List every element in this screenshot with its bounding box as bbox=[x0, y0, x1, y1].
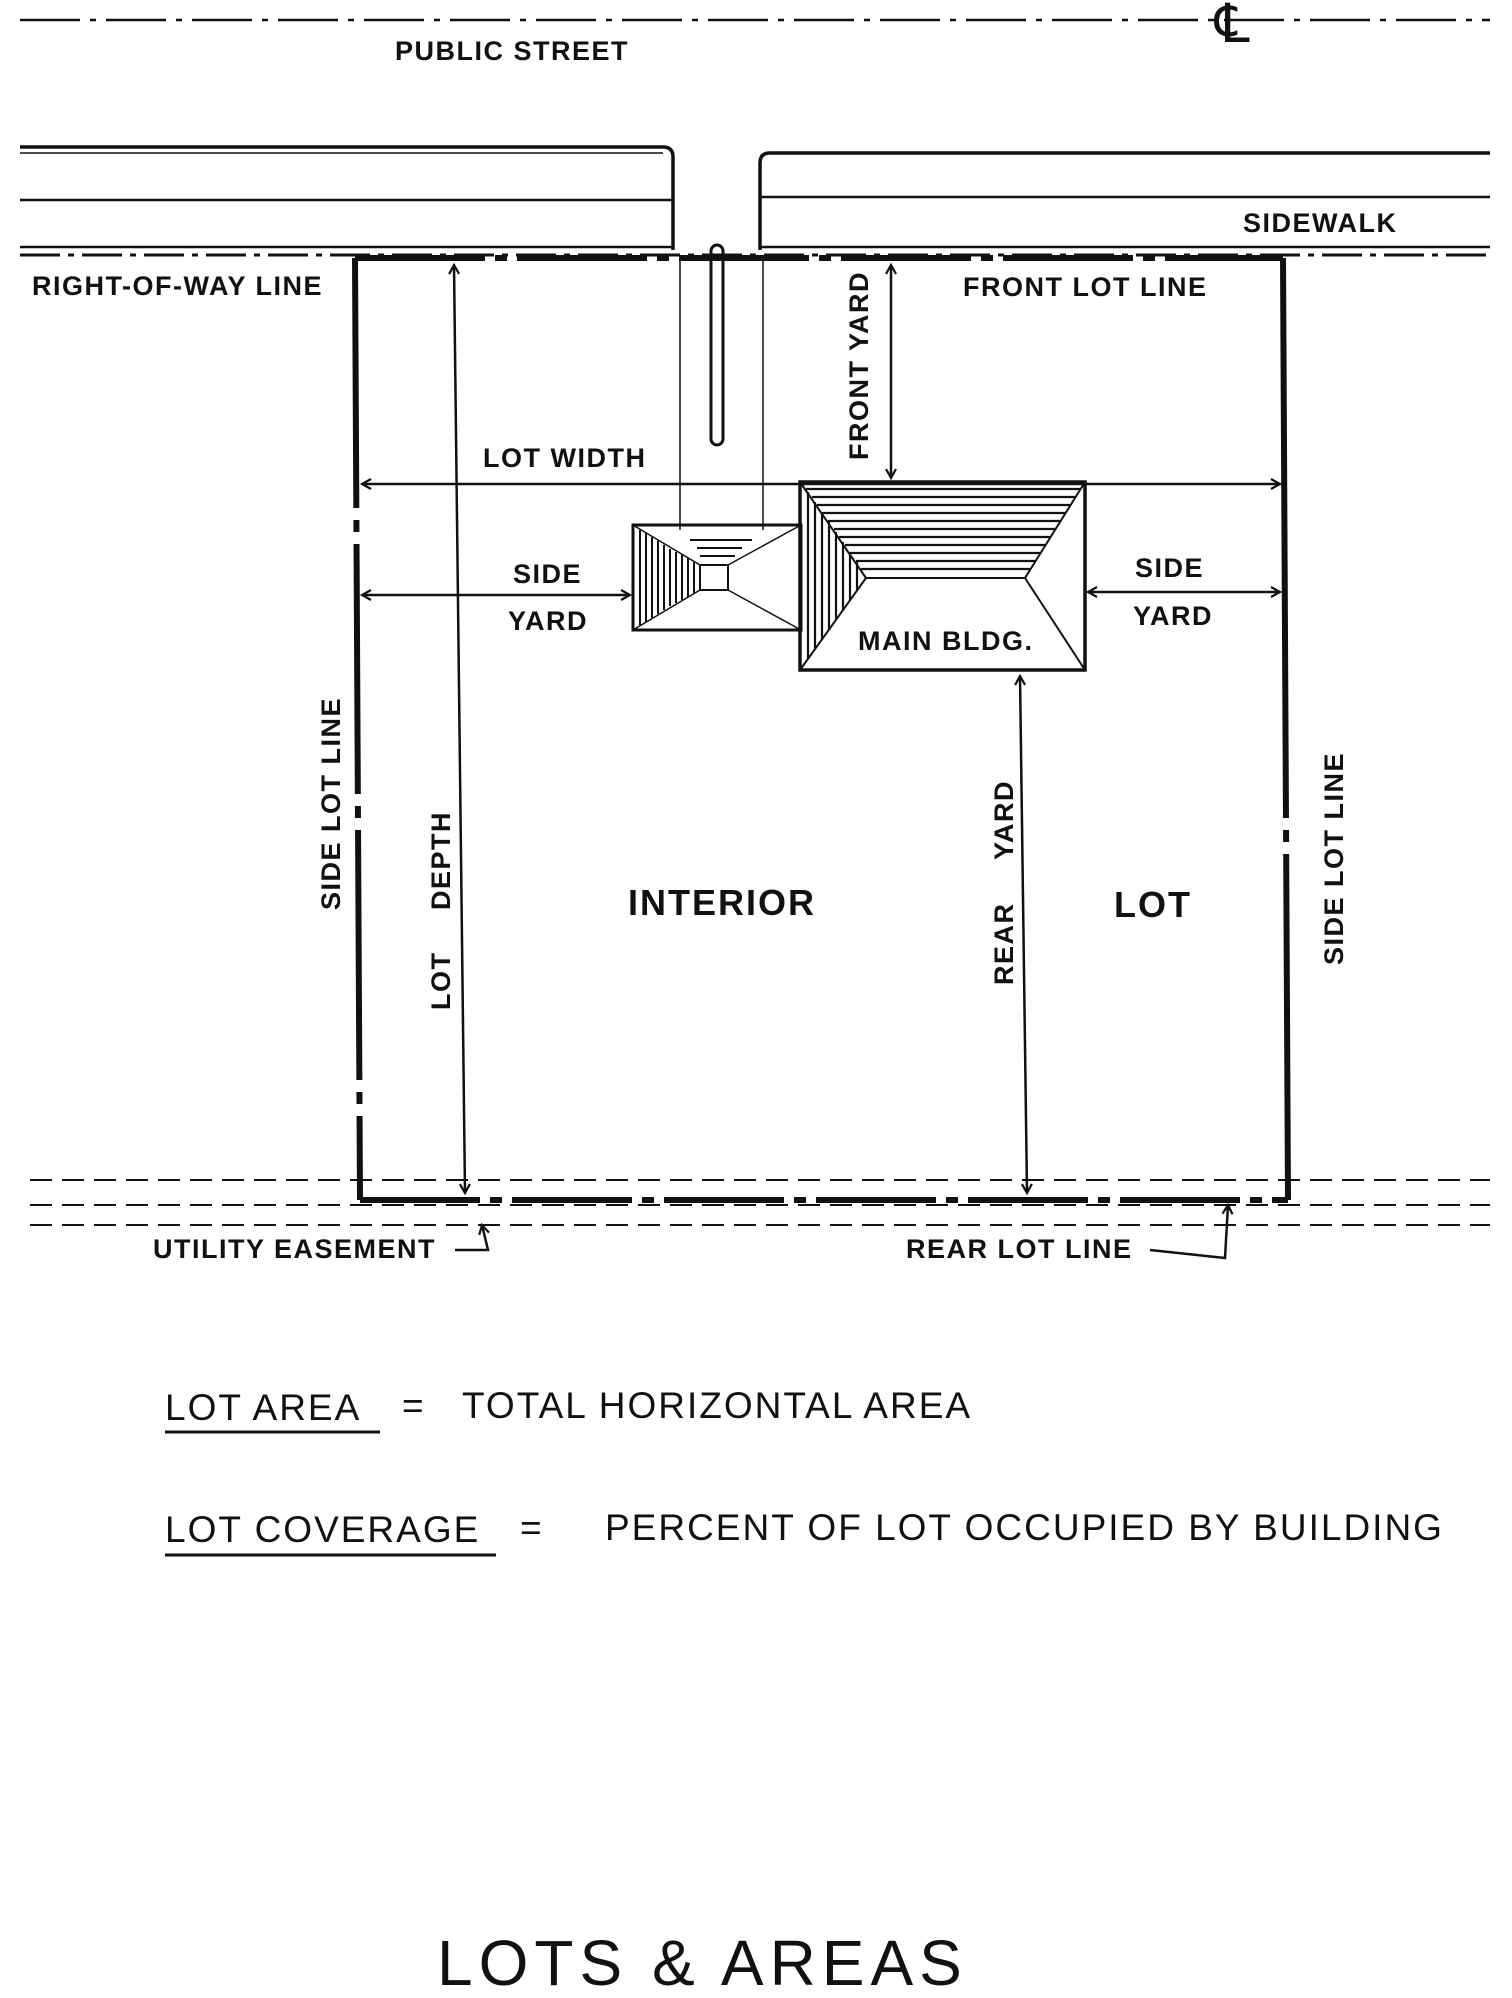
side-yard-right-label-1: SIDE bbox=[1135, 553, 1205, 583]
definition-lot-coverage bbox=[165, 1507, 1444, 1555]
utility-easement-label: UTILITY EASEMENT bbox=[153, 1234, 437, 1264]
side-yard-left-label-2: YARD bbox=[508, 606, 589, 636]
public-street-label: PUBLIC STREET bbox=[395, 36, 630, 66]
front-yard-label: FRONT YARD bbox=[844, 270, 874, 460]
main-building-label: MAIN BLDG. bbox=[858, 626, 1034, 656]
garage bbox=[633, 525, 801, 630]
rear-yard-label-1: REAR bbox=[989, 902, 1019, 985]
utility-easement-leader bbox=[455, 1225, 488, 1250]
curb-left bbox=[20, 147, 673, 250]
side-lot-line-left bbox=[355, 258, 360, 1200]
centerline-symbol: ℄ bbox=[1215, 0, 1250, 54]
lot-label: LOT bbox=[1114, 884, 1192, 925]
definition-term: LOT AREA bbox=[165, 1387, 362, 1428]
definition-equals: = bbox=[402, 1385, 426, 1426]
rear-lot-line-leader bbox=[1150, 1205, 1228, 1258]
lot-width-label: LOT WIDTH bbox=[483, 443, 647, 473]
definition-text: PERCENT OF LOT OCCUPIED BY BUILDING bbox=[605, 1507, 1444, 1548]
lot-depth-label-2: DEPTH bbox=[426, 810, 456, 910]
lot-depth-label-1: LOT bbox=[426, 951, 456, 1010]
definition-lot-area bbox=[165, 1385, 972, 1432]
side-yard-right-label-2: YARD bbox=[1133, 601, 1214, 631]
side-lot-line-right bbox=[1283, 258, 1288, 1200]
side-yard-left-label-1: SIDE bbox=[513, 559, 583, 589]
definition-term: LOT COVERAGE bbox=[165, 1509, 481, 1550]
definition-text: TOTAL HORIZONTAL AREA bbox=[462, 1385, 973, 1426]
page-title: LOTS & AREAS bbox=[437, 1927, 968, 1998]
rear-yard-arrow bbox=[1020, 676, 1027, 1193]
interior-label: INTERIOR bbox=[628, 882, 817, 923]
definition-equals: = bbox=[520, 1507, 544, 1548]
front-lot-line-label: FRONT LOT LINE bbox=[963, 272, 1208, 302]
rear-yard-label-2: YARD bbox=[989, 779, 1019, 860]
lot-depth-arrow bbox=[454, 265, 465, 1193]
side-lot-line-right-label: SIDE LOT LINE bbox=[1319, 751, 1349, 965]
sidewalk-label: SIDEWALK bbox=[1243, 208, 1398, 238]
side-lot-line-left-label: SIDE LOT LINE bbox=[316, 696, 346, 910]
rear-lot-line-label: REAR LOT LINE bbox=[906, 1234, 1133, 1264]
right-of-way-label: RIGHT-OF-WAY LINE bbox=[32, 271, 324, 301]
driveway-slot bbox=[711, 245, 723, 445]
